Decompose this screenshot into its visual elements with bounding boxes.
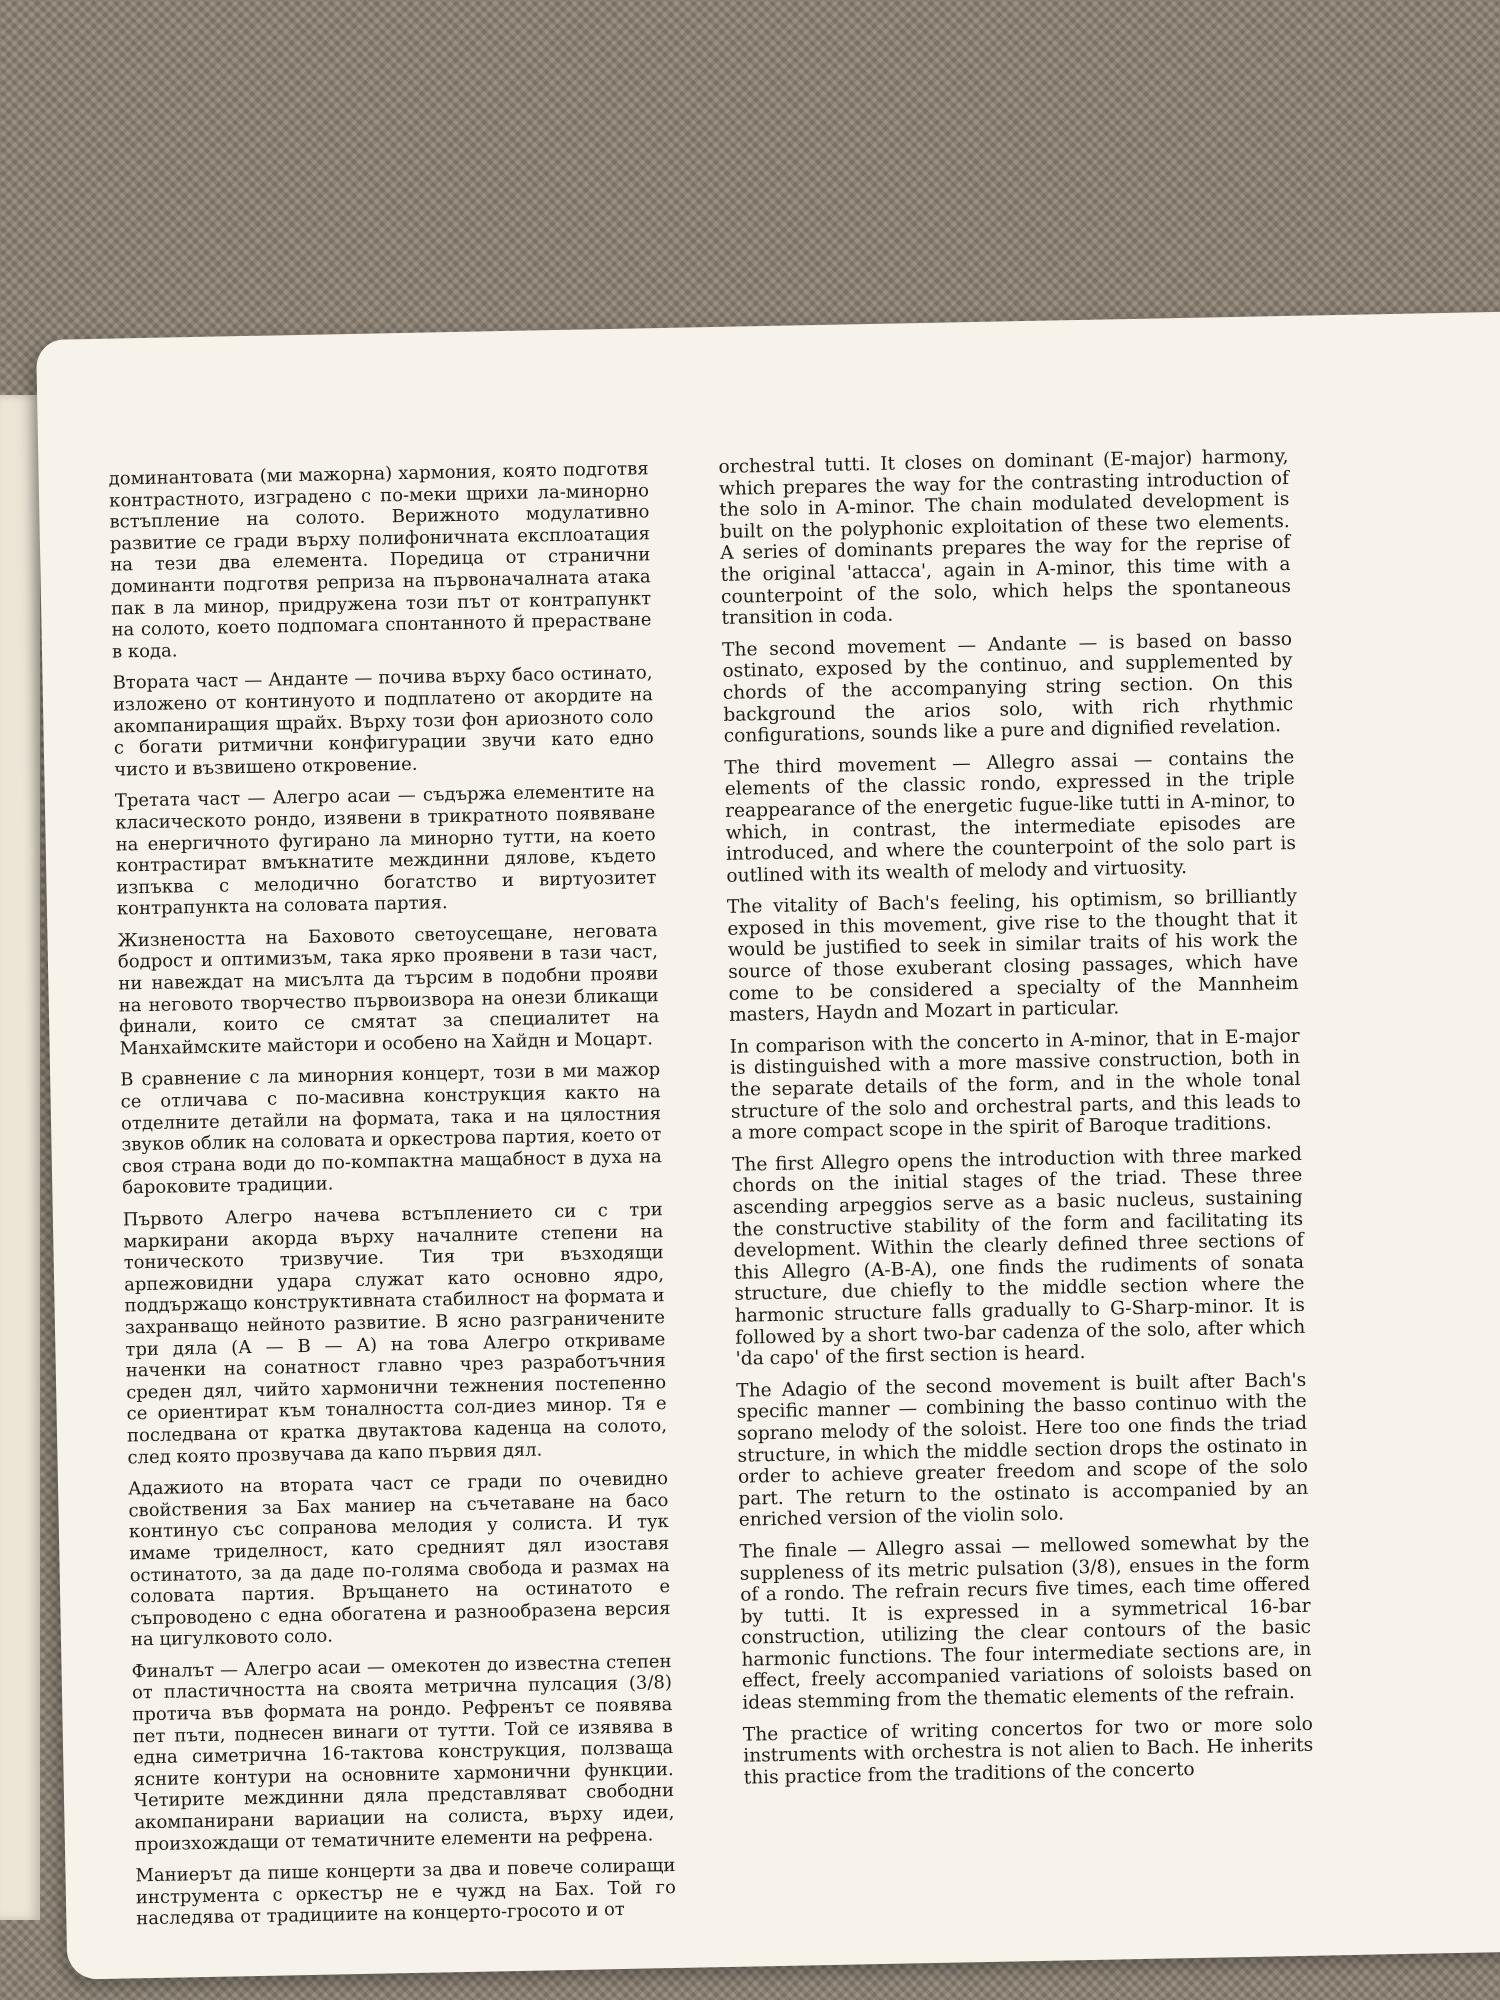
paragraph: The Adagio of the second movement is built after Bach's specific manner — combining the basso continuo with the soprano melody of the soloist. Here too one finds the triad structure, in which the middle section drops the ostinato in order to achieve greater freedom and scope of the solo part. The return to the ostinato is accompanied by an enriched version of the violin solo. bbox=[736, 1369, 1309, 1532]
paragraph: В сравнение с ла минорния концерт, този в ми мажор се отличава с по-масивна конструкция както на отделните детайли на формата, така и на цялостния звуков облик на соловата и оркестрова партия, което от своя страна води до по-компактна мащабност в духа на бароковите традиции. bbox=[120, 1059, 662, 1199]
paragraph: The third movement — Allegro assai — contains the elements of the classic rondo, expressed in the triple reappearance of the energetic fugue-like tutti in A-minor, to which, in contrast, the intermediate episodes are introduced, and where the counterpoint of the solo part is outlined with its wealth of melody and virtuosity. bbox=[724, 746, 1297, 887]
book-page bbox=[36, 311, 1500, 1979]
previous-page-edge bbox=[0, 395, 40, 1920]
paragraph: The first Allegro opens the introduction with three marked chords on the initial stages of the triad. These three ascending arpeggios serve as a basic nucleus, sustaining the constructive stability of the form and facilitating its development. Within the clearly defined three sections of this Allegro (A-B-A), one finds the rudiments of sonata structure, due chiefly to the middle section where the harmonic structure falls gradually to G-Sharp-minor. It is followed by a short two-bar cadenza of the solo, after which 'da capo' of the first section is heard. bbox=[731, 1143, 1306, 1370]
paragraph: Третата част — Алегро асаи — съдържа елементите на класическото рондо, изявени в трикратното появяване на енергичното фугирано ла минорно тутти, на което контрастират вмъкнатите междинни дялове, където изпъква с мелодично богатство и виртуозитет контрапункта на соловата партия. bbox=[114, 780, 657, 920]
english-text-column bbox=[718, 446, 1314, 1799]
paragraph: Жизнеността на Баховото светоусещане, неговата бодрост и оптимизъм, така ярко проявени в тази част, ни навеждат на мисълта да търсим в подобни прояви на неговото творчество първоизвора на онези бликащи финали, които се смятат за специалитет на Манхаймските майстори и особено на Хайдн и Моцарт. bbox=[117, 920, 660, 1060]
paragraph: In comparison with the concerto in A-minor, that in E-major is distinguished with a more massive construction, both in the separate details of the form, and in the whole tonal structure of the solo and orchestral parts, and this leads to a more compact scope in the spirit of Baroque traditions. bbox=[729, 1025, 1302, 1145]
paragraph: доминантовата (ми мажорна) хармония, която подготвя контрастното, изградено с по-меки щрихи ла-минорно встъпление на солото. Верижното модулативно развитие се гради върху полифоничната експлоатация на тези два елемента. Поредица от странични доминанти подготвя реприза на първоначалната атака пак в ла минор, придружена този път от контрапункт на солото, което подпомага спонтанното й прерастване в кода. bbox=[108, 458, 652, 663]
paragraph: Адажиото на втората част се гради по очевидно свойствения за Бах маниер на съчетаване на басо континуо със сопранова мелодия у солиста. И тук имаме триделност, като средният дял изоставя остинатото, за да даде по-голяма свобода и размах на соловата партия. Връщането на остинатото е съпроводено с една обогатена и разнообразена версия на цигулковото соло. bbox=[127, 1468, 671, 1651]
paragraph: orchestral tutti. It closes on dominant (E-major) harmony, which prepares the way for the contrasting introduction of the solo in A-minor. The chain modulated development is built on the polyphonic exploitation of these two elements. A series of dominants prepares the way for the reprise of the original 'attacca', again in A-minor, this time with a counterpoint of the solo, which helps the spontaneous transition in coda. bbox=[718, 445, 1292, 630]
paragraph: Втората част — Анданте — почива върху басо остинато, изложено от континуото и подплатено от акордите на акомпаниращия щрайх. Върху този фон ариозното соло с богати ритмични конфигурации звучи като едно чисто и възвишено откровение. bbox=[112, 662, 654, 781]
paragraph: Първото Алегро начева встъплението си с три маркирани акорда върху началните степени на тоническото тризвучие. Тия три възходящи арпежовидни удара служат като основно ядро, поддържащо конструктивната стабилност на формата и захранващо нейното развитие. В ясно разграничените три дяла (А — В — А) на това Алегро откриваме наченки на сонатност главно чрез разработъчния среден дял, чийто хармонични тежнения постепенно се ориентират към тоналността сол-диез минор. Тя е последвана от кратка двутактова каденца на солото, след която прозвучава да капо първия дял. bbox=[122, 1199, 668, 1468]
paragraph: Маниерът да пише концерти за два и повече солиращи инструмента с оркестър не е чужд на Бах. Той го наследява от традициите на концерто-гросото и от bbox=[135, 1855, 677, 1930]
paragraph: The second movement — Andante — is based on basso ostinato, exposed by the continuo, and supplemented by chords of the accompanying string section. On this background the arios solo, with rich rhythmic configurations, sounds like a pure and dignified revelation. bbox=[721, 628, 1294, 747]
paragraph: The practice of writing concertos for two or more solo instruments with orchestra is not alien to Bach. He inherits this practice from the traditions of the concerto bbox=[742, 1713, 1314, 1789]
paragraph: Финалът — Алегро асаи — омекотен до известна степен от пластичността на своята метрична пулсация (3/8) протича във формата на рондо. Рефренът се появява пет пъти, поднесен винаги от тутти. Той се изявява в една симетрична 16-тактова конструкция, ползваща ясните контури на основните хармонични функции. Четирите междинни дяла представляват свободни акомпанирани вариации на солиста, върху идеи, произхождащи от тематичните елементи на рефрена. bbox=[131, 1650, 675, 1856]
bulgarian-text-column bbox=[108, 458, 676, 1940]
paragraph: The finale — Allegro assai — mellowed somewhat by the suppleness of its metric pulsation (3/8), ensues in the form of a rondo. The refrain recurs five times, each time offered by tutti. It is expressed in a symmetrical 16-bar construction, utilizing the clear contours of the basic harmonic functions. The four intermediate sections are, in effect, freely accompanied variations of soloists based on ideas stemming from the thematic elements of the refrain. bbox=[739, 1530, 1312, 1714]
paragraph: The vitality of Bach's feeling, his optimism, so brilliantly exposed in this movement, give rise to the thought that it would be justified to seek in similar traits of his work the source of those exuberant closing passages, which have come to be considered a specialty of the Mannheim masters, Haydn and Mozart in particular. bbox=[726, 886, 1299, 1027]
